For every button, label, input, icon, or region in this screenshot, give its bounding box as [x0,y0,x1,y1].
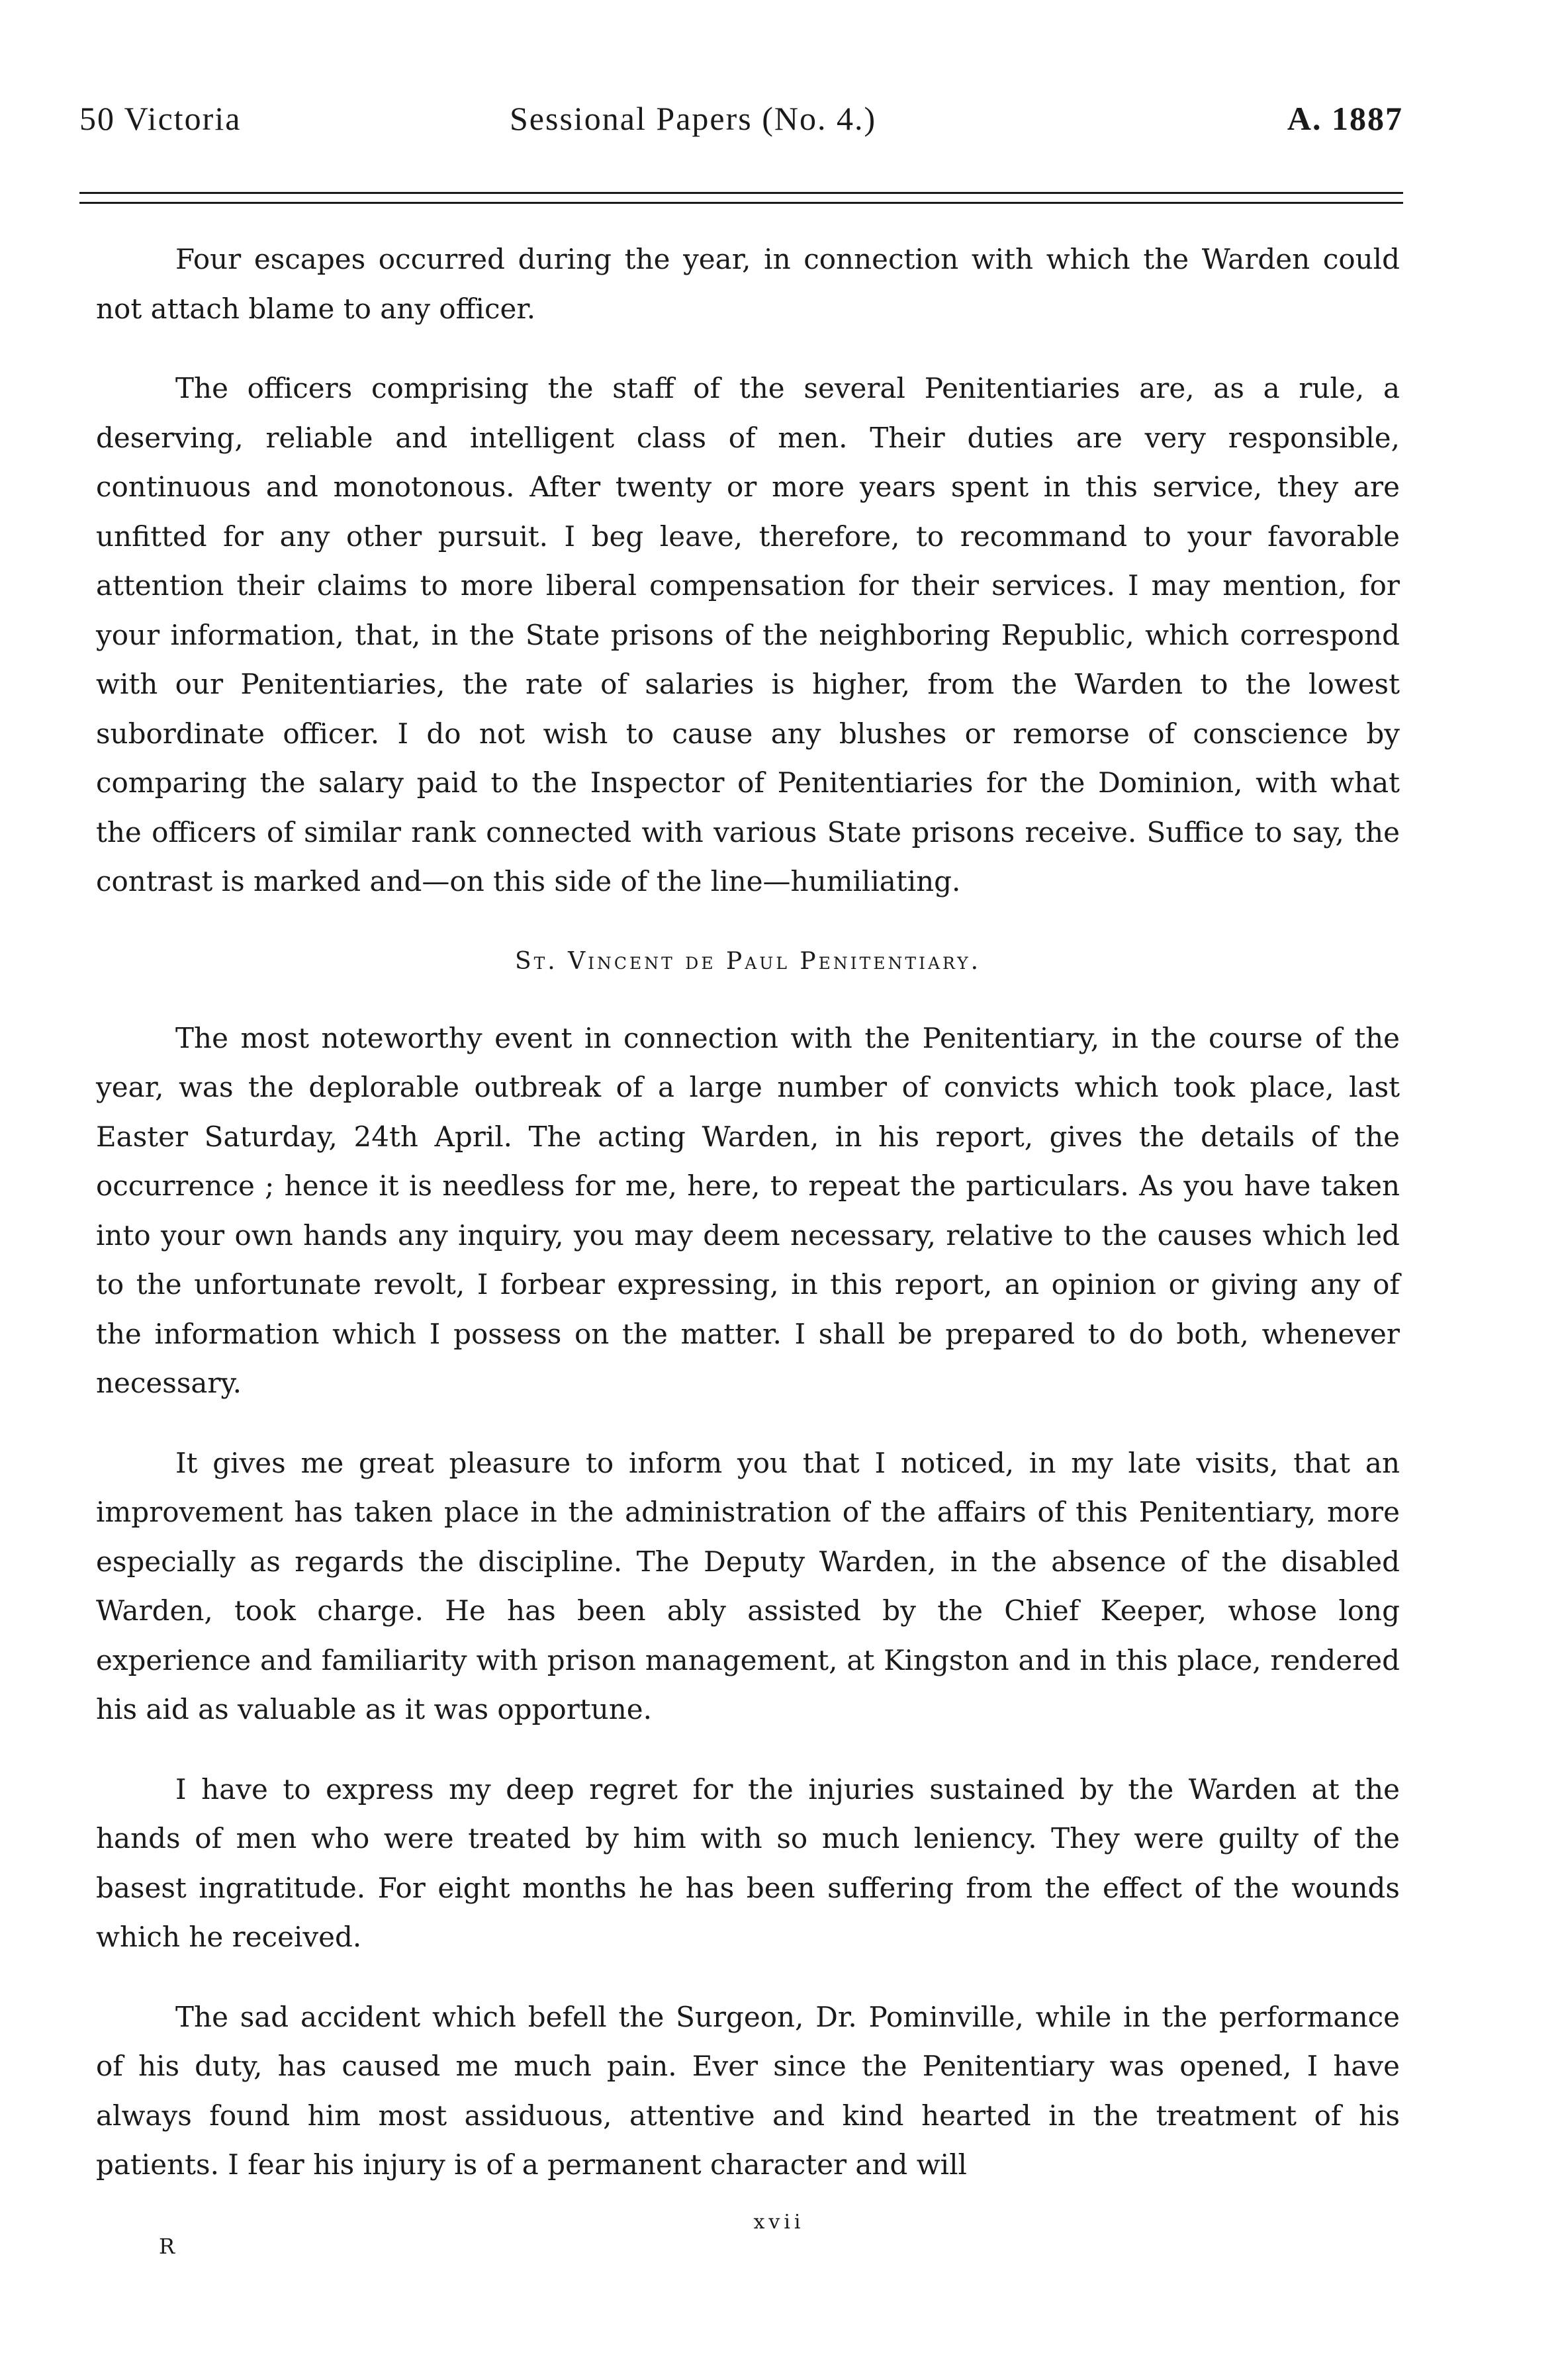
header-volume: 50 Victoria [79,100,242,137]
printer-mark: R [159,2234,175,2259]
running-header [79,99,1403,159]
header-rule [79,192,1403,204]
paragraph-warden-injuries: I have to express my deep regret for the injuries sustained by the Warden at the hands of men who were treated by him with so much leniency. They were guilty of the basest ingratitude. For eight months he has been suffering from the effect of the wounds which he received. [96,1772,1400,1953]
paragraph-outbreak: The most noteworthy event in connection with the Penitentiary, in the course of the year, was the deplorable outbreak of a large number of convicts which took place, last Easter Saturday, 24th April. The acting Warden, in his report, gives the details of the occurrence ; hence it is needless for me, here, to repeat the particulars. As you have taken into your own hands any inquiry, you may deem necessary, relative to the causes which led to the unfortunate revolt, I forbear expressing, in this report, an opinion or giving any of the information which I possess on the matter. I shall be prepared to do both, whenever necessary. [96,1021,1400,1399]
paragraph-improvement: It gives me great pleasure to inform you that I noticed, in my late visits, that an improvement has taken place in the administration of the affairs of this Penitentiary, more especially as regards the discipline. The Deputy Warden, in the absence of the disabled Warden, took charge. He has been ably assisted by the Chief Keeper, whose long experience and familiarity with prison management, at Kingston and in this place, rendered his aid as valuable as it was opportune. [96,1446,1400,1725]
header-year: A. 1887 [1287,100,1403,137]
section-heading: St. Vincent de Paul Penitentiary. [514,947,982,975]
page-number: xvii [753,2211,805,2234]
paragraph-escapes: Four escapes occurred during the year, in connection with which the Warden could not attach blame to any officer. [96,243,1400,325]
paragraph-officers: The officers comprising the staff of the several Penitentiaries are, as a rule, a deserving, reliable and intelligent class of men. Their duties are very responsible, continuous and monotonous. After twenty or more years spent in this service, they are unfitted for any other pursuit. I beg leave, therefore, to recommand to your favorable attention their claims to more liberal compensation for their services. I may mention, for your information, that, in the State prisons of the neighboring Republic, which correspond with our Penitentiaries, the rate of salaries is higher, from the Warden to the lowest subordinate officer. I do not wish to cause any blushes or remorse of conscience by comparing the salary paid to the Inspector of Penitentiaries for the Dominion, with what the officers of similar rank connected with various State prisons receive. Suffice to say, the contrast is marked and—on this side of the line—humiliating. [96,372,1400,897]
paragraph-surgeon-accident: The sad accident which befell the Surgeon, Dr. Pominville, while in the performance of his duty, has caused me much pain. Ever since the Penitentiary was opened, I have always found him most assiduous, attentive and kind hearted in the treatment of his patients. I fear his injury is of a permanent character and will [96,2000,1400,2181]
header-series: Sessional Papers (No. 4.) [510,100,877,137]
report-body [96,235,1400,2220]
